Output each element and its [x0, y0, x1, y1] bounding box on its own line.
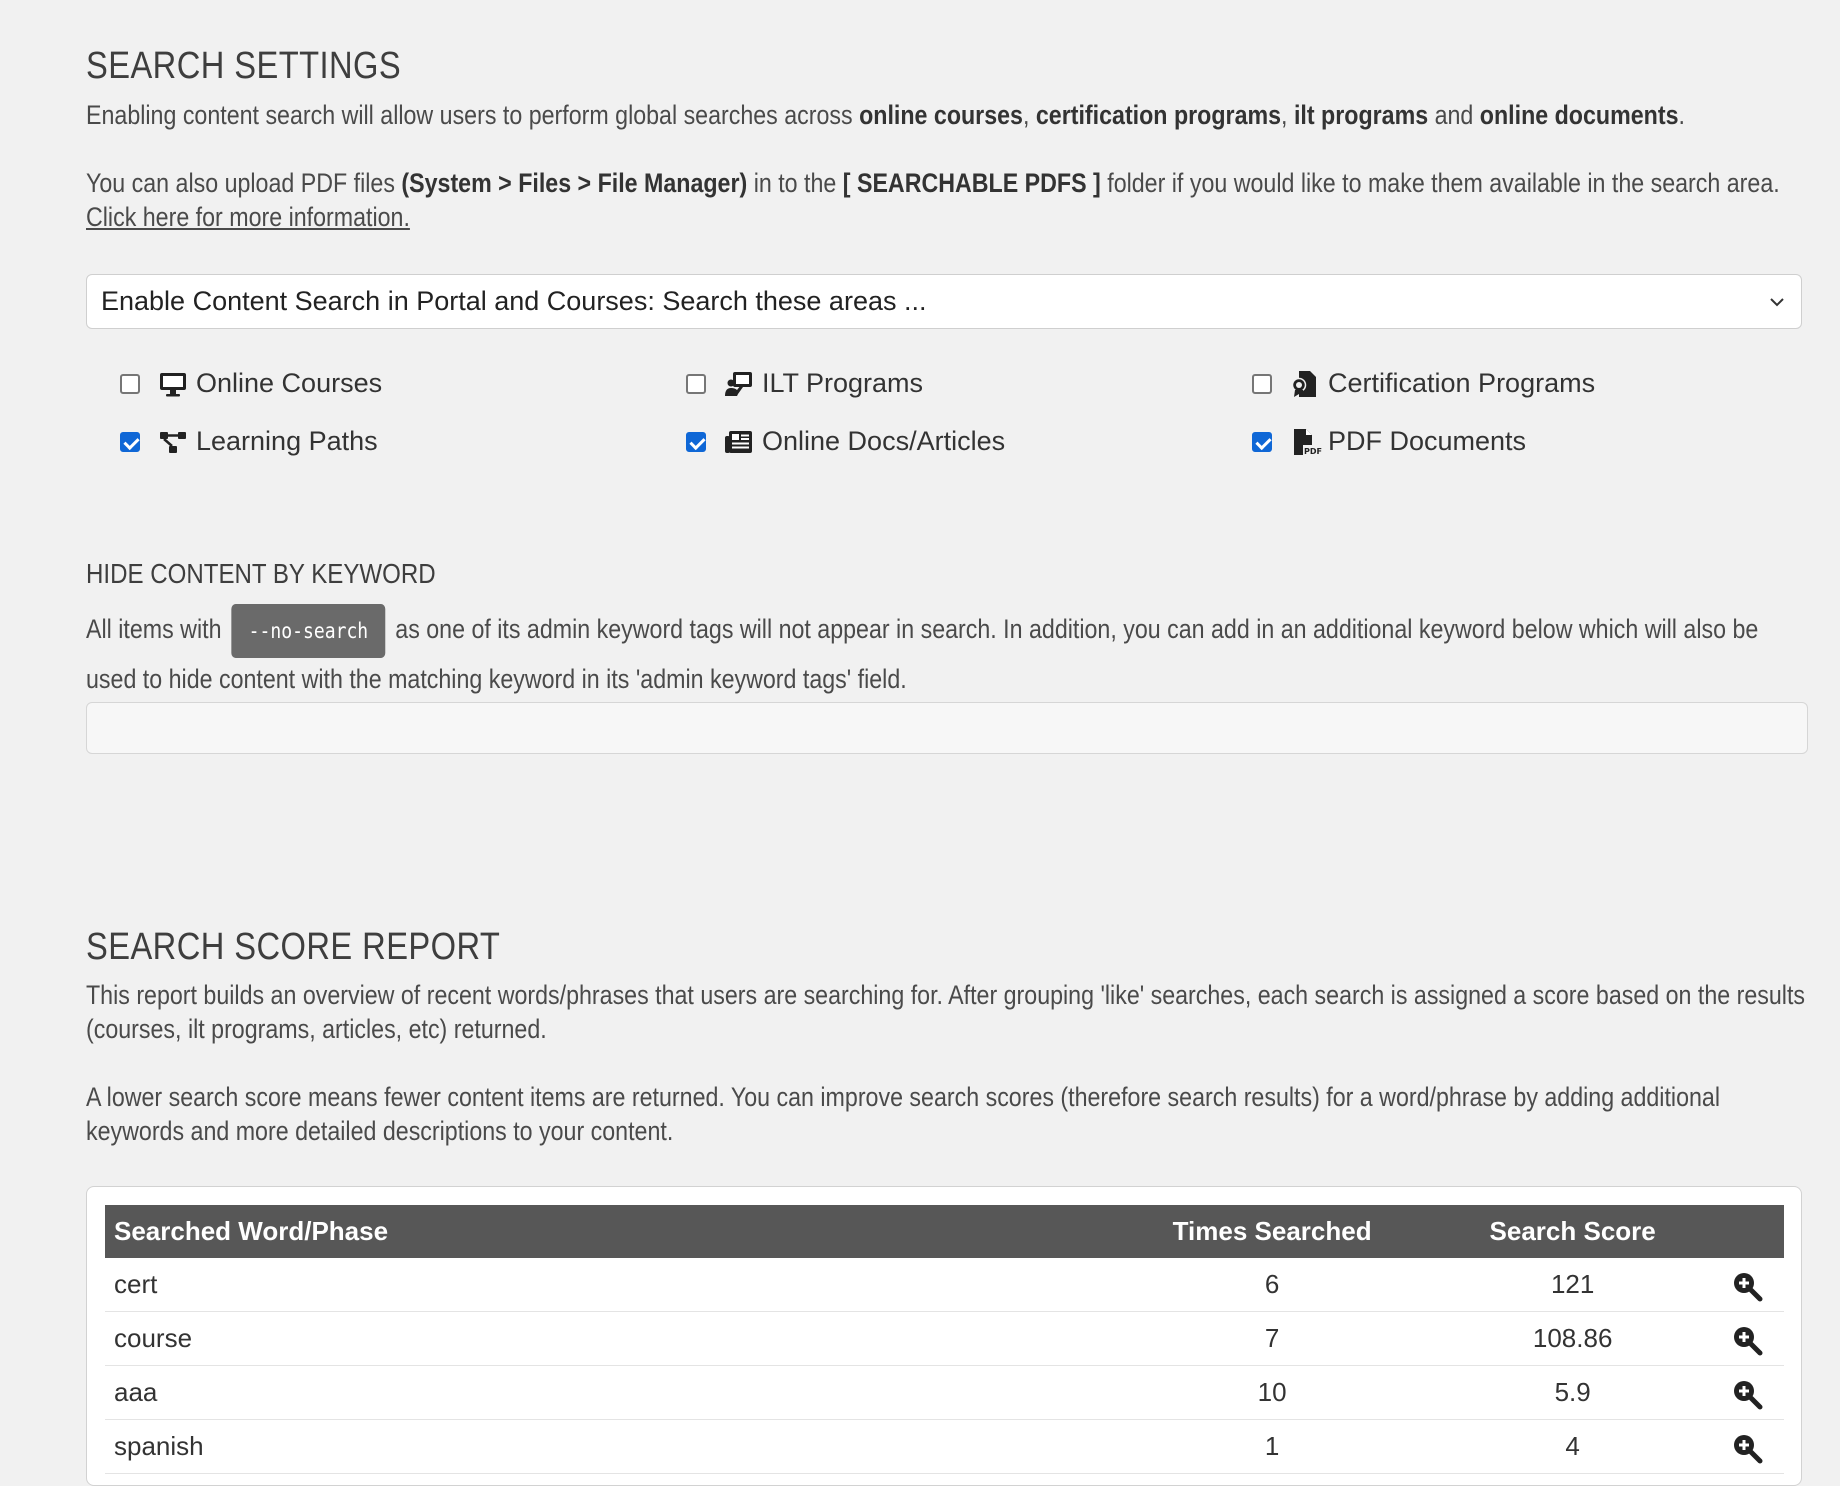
col-times-searched: Times Searched [1108, 1205, 1435, 1258]
content-search-select[interactable] [86, 274, 1802, 329]
zoom-in-icon[interactable] [1732, 1433, 1762, 1463]
area-ilt-programs[interactable] [686, 368, 923, 399]
desc-bold-online-documents: online documents [1479, 100, 1679, 130]
pdf-upload-description [86, 166, 1808, 234]
learning-paths-checkbox[interactable] [120, 432, 140, 452]
pdf-documents-checkbox[interactable] [1252, 432, 1272, 452]
pdf-file-icon [1290, 427, 1320, 457]
row-score: 5.9 [1436, 1366, 1710, 1420]
desc-bold-online-courses: online courses [859, 100, 1023, 130]
row-word: cert [105, 1258, 1108, 1312]
chalkboard-teacher-icon [724, 369, 754, 399]
table-row [105, 1420, 1784, 1474]
row-action [1710, 1312, 1785, 1366]
desc-sep: , [1022, 100, 1036, 130]
ilt-programs-label: ILT Programs [762, 368, 924, 398]
desc-sep: and [1428, 100, 1480, 130]
search-score-report-title: SEARCH SCORE REPORT [86, 926, 501, 968]
desc-text: in to the [747, 168, 843, 198]
row-score: 4 [1436, 1420, 1710, 1474]
row-action [1710, 1420, 1785, 1474]
hide-content-title: HIDE CONTENT BY KEYWORD [86, 558, 436, 589]
certificate-file-icon [1290, 369, 1320, 399]
row-score: 108.86 [1436, 1312, 1710, 1366]
table-row [105, 1366, 1784, 1420]
row-word: spanish [105, 1420, 1108, 1474]
search-settings-title: SEARCH SETTINGS [86, 45, 402, 87]
desc-sep: , [1281, 100, 1294, 130]
row-times: 7 [1108, 1312, 1435, 1366]
online-docs-articles-label: Online Docs/Articles [762, 426, 1006, 456]
row-word: course [105, 1312, 1108, 1366]
desc-bold-searchable-pdfs: [ SEARCHABLE PDFS ] [842, 168, 1101, 198]
row-action [1710, 1258, 1785, 1312]
online-courses-label: Online Courses [196, 368, 383, 398]
zoom-in-icon[interactable] [1732, 1325, 1762, 1355]
online-docs-articles-checkbox[interactable] [686, 432, 706, 452]
desc-bold-certification-programs: certification programs [1035, 100, 1282, 130]
more-information-link[interactable]: Click here for more information. [86, 202, 410, 232]
col-search-score: Search Score [1436, 1205, 1710, 1258]
row-word: aaa [105, 1366, 1108, 1420]
search-settings-description [86, 98, 1808, 132]
score-report-description: This report builds an overview of recent words/phrases that users are searching for. After grouping 'like' searches, each search is assigned a score based on the results (courses, ilt programs, articles, etc) returned. [86, 980, 1806, 1044]
newspaper-icon [724, 427, 754, 457]
score-report-table [105, 1205, 1784, 1474]
row-times: 1 [1108, 1420, 1435, 1474]
area-online-courses[interactable] [120, 368, 382, 399]
zoom-in-icon[interactable] [1732, 1271, 1762, 1301]
row-times: 10 [1108, 1366, 1435, 1420]
hide-content-description [86, 604, 1808, 700]
row-times: 6 [1108, 1258, 1435, 1312]
learning-paths-label: Learning Paths [196, 426, 378, 456]
score-report-card [86, 1186, 1802, 1486]
hide-text: as one of its admin keyword tags will not appear in search. In addition, you can add in an additional keyword below which will also be used to hide content with the matching keyword in its 'admin keyword tags' field. [86, 614, 1759, 694]
col-searched-word: Searched Word/Phase [105, 1205, 1108, 1258]
desc-bold-ilt-programs: ilt programs [1293, 100, 1429, 130]
online-courses-checkbox[interactable] [120, 374, 140, 394]
hide-text: All items with [86, 614, 228, 645]
sitemap-icon [158, 427, 188, 457]
col-actions [1710, 1205, 1785, 1258]
monitor-icon [158, 369, 188, 399]
ilt-programs-checkbox[interactable] [686, 374, 706, 394]
svg-text:PDF: PDF [1304, 446, 1322, 456]
area-certification-programs[interactable] [1252, 368, 1595, 399]
area-pdf-documents[interactable] [1252, 426, 1526, 457]
table-row [105, 1312, 1784, 1366]
certification-programs-checkbox[interactable] [1252, 374, 1272, 394]
row-action [1710, 1366, 1785, 1420]
no-search-tag-badge: --no-search [231, 604, 385, 658]
pdf-documents-label: PDF Documents [1328, 426, 1527, 456]
zoom-in-icon[interactable] [1732, 1379, 1762, 1409]
chevron-down-icon [1767, 292, 1787, 312]
certification-programs-label: Certification Programs [1328, 368, 1596, 398]
table-header-row [105, 1205, 1784, 1258]
score-report-tip: A lower search score means fewer content items are returned. You can improve search scores (therefore search results) for a word/phrase by adding additional keywords and more detailed descriptions to your content. [86, 1082, 1720, 1146]
area-online-docs-articles[interactable] [686, 426, 1005, 457]
desc-text: Enabling content search will allow users to perform global searches across [86, 100, 860, 130]
desc-end: . [1678, 100, 1685, 130]
desc-text: folder if you would like to make them available in the search area. [1100, 168, 1780, 198]
area-learning-paths[interactable] [120, 426, 378, 457]
content-search-select-value: Enable Content Search in Portal and Courses: Search these areas ... [101, 286, 927, 316]
hide-keyword-input[interactable] [86, 702, 1808, 754]
desc-text: You can also upload PDF files [86, 168, 402, 198]
desc-bold-file-manager-path: (System > Files > File Manager) [401, 168, 748, 198]
table-row [105, 1258, 1784, 1312]
row-score: 121 [1436, 1258, 1710, 1312]
